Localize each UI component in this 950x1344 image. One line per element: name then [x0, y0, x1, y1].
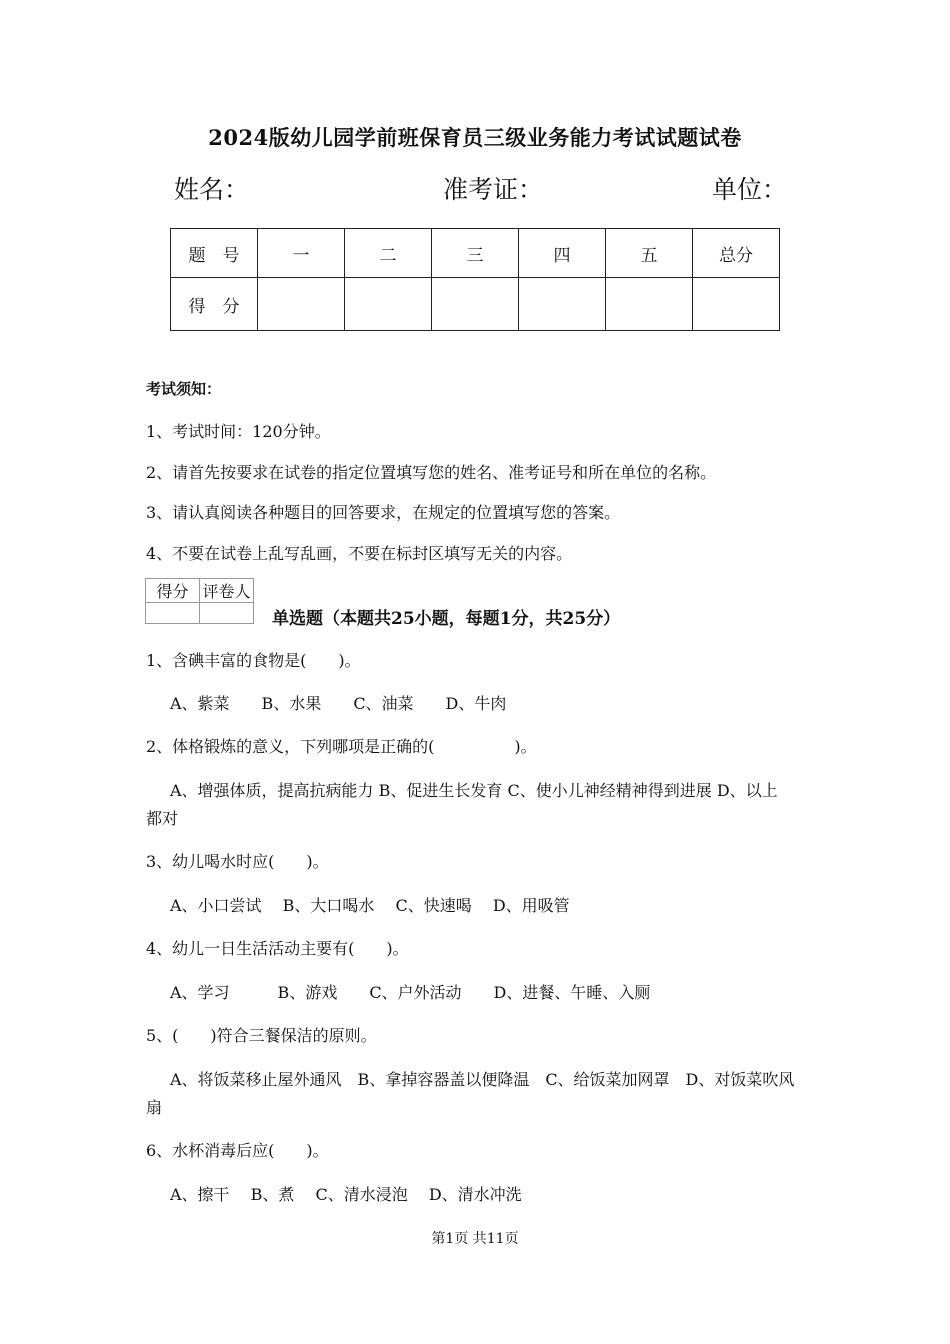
score-header-cell: 四: [519, 229, 606, 278]
score-table-score-row: [171, 278, 780, 331]
score-cell[interactable]: [606, 278, 693, 331]
question-4-options: A、学习 B、游戏 C、户外活动 D、进餐、午睡、入厕: [170, 983, 651, 1002]
notice-heading: 考试须知：: [146, 380, 222, 398]
section-title: 单选题（本题共25小题，每题1分，共25分）: [272, 609, 621, 629]
page-footer: 第1页 共11页: [431, 1231, 519, 1247]
grader-score-cell[interactable]: [146, 603, 200, 624]
score-header-cell: 一: [258, 229, 345, 278]
question-2: 2、体格锻炼的意义，下列哪项是正确的( )。: [146, 737, 537, 756]
score-cell[interactable]: [693, 278, 780, 331]
question-3-options: A、小口尝试 B、大口喝水 C、快速喝 D、用吸管: [170, 896, 570, 915]
question-4: 4、幼儿一日生活活动主要有( )。: [146, 939, 409, 958]
question-1-options: A、紫菜 B、水果 C、油菜 D、牛肉: [170, 694, 507, 713]
question-5-options-continued: 扇: [146, 1098, 163, 1117]
question-6-options: A、擦干 B、煮 C、清水浸泡 D、清水冲洗: [170, 1185, 522, 1204]
notice-item: 2、请首先按要求在试卷的指定位置填写您的姓名、准考证号和所在单位的名称。: [146, 463, 717, 482]
question-2-options-continued: 都对: [146, 809, 179, 828]
grader-name-label: 评卷人: [200, 579, 254, 603]
grader-table: [145, 578, 254, 624]
score-table: [170, 228, 780, 331]
question-5-options: A、将饭菜移止屋外通风 B、拿掉容器盖以便降温 C、给饭菜加网罩 D、对饭菜吹风: [170, 1070, 795, 1089]
score-cell[interactable]: [519, 278, 606, 331]
question-2-options: A、增强体质，提高抗病能力 B、促进生长发育 C、使小儿神经精神得到进展 D、以上: [170, 781, 778, 800]
grader-name-cell[interactable]: [200, 603, 254, 624]
notice-item: 1、考试时间：120分钟。: [146, 422, 331, 441]
score-row-label: 得 分: [171, 278, 258, 331]
score-header-cell: 题 号: [171, 229, 258, 278]
score-header-cell: 三: [432, 229, 519, 278]
question-5: 5、( )符合三餐保洁的原则。: [146, 1026, 377, 1045]
notice-item: 4、不要在试卷上乱写乱画，不要在标封区填写无关的内容。: [146, 544, 573, 563]
grader-score-label: 得分: [146, 579, 200, 603]
score-table-header-row: [171, 229, 780, 278]
exam-title: 2024版幼儿园学前班保育员三级业务能力考试试题试卷: [208, 125, 742, 150]
score-cell[interactable]: [345, 278, 432, 331]
name-field-label: 姓名：: [174, 175, 250, 204]
score-header-cell: 五: [606, 229, 693, 278]
score-header-cell: 总分: [693, 229, 780, 278]
notice-item: 3、请认真阅读各种题目的回答要求，在规定的位置填写您的答案。: [146, 503, 621, 522]
question-1: 1、含碘丰富的食物是( )。: [146, 651, 361, 670]
score-header-cell: 二: [345, 229, 432, 278]
score-cell[interactable]: [258, 278, 345, 331]
question-6: 6、水杯消毒后应( )。: [146, 1141, 329, 1160]
exam-number-field-label: 准考证：: [443, 175, 544, 204]
question-3: 3、幼儿喝水时应( )。: [146, 852, 329, 871]
score-cell[interactable]: [432, 278, 519, 331]
unit-field-label: 单位：: [712, 175, 788, 204]
